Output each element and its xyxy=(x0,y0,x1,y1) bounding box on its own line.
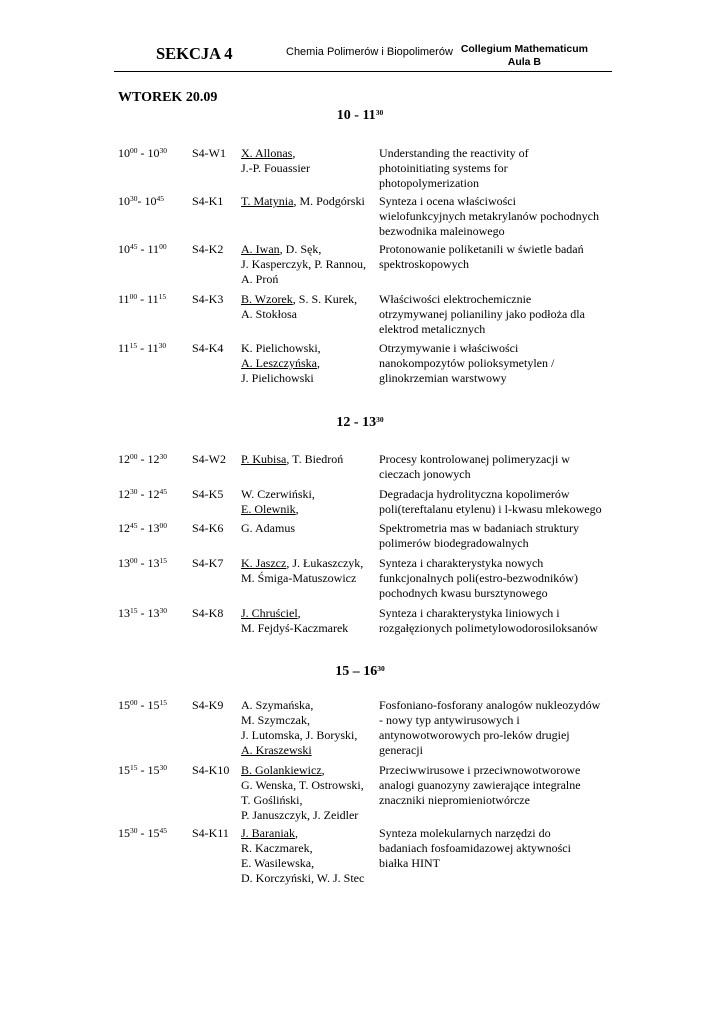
talk-title xyxy=(379,763,619,808)
title-line: Synteza i ocena właściwości xyxy=(379,194,516,208)
author-text: , D. Sęk, xyxy=(279,242,322,256)
author-line xyxy=(241,856,377,871)
author-line xyxy=(241,146,377,161)
section-topic: Chemia Polimerów i Biopolimerów xyxy=(286,46,453,58)
talk-time xyxy=(118,292,166,307)
time-separator: - xyxy=(137,292,148,306)
author-line xyxy=(241,556,377,571)
talk-title xyxy=(379,606,619,636)
author-text: G. Wenska, T. Ostrowski, xyxy=(241,778,364,792)
title-line: analogi guanozyny zawierające integralne xyxy=(379,778,581,792)
venue-building: Collegium Mathematicum xyxy=(460,43,588,55)
time-end-minutes: 30 xyxy=(159,606,167,615)
presenting-author: B. Golankiewicz xyxy=(241,763,322,777)
author-line xyxy=(241,194,377,209)
author-text: A. Szymańska, xyxy=(241,698,314,712)
title-line: polimerów biodegradowalnych xyxy=(379,536,529,550)
title-line: spektroskopowych xyxy=(379,257,469,271)
author-line xyxy=(241,728,377,743)
title-line: antynowotworowych pro-leków drugiej xyxy=(379,728,570,742)
talk-title xyxy=(379,194,619,239)
talk-title xyxy=(379,698,619,758)
author-line xyxy=(241,272,377,287)
presenting-author: J. Baraniak xyxy=(241,826,295,840)
author-text: , J. Łukaszczyk, xyxy=(286,556,364,570)
talk-time xyxy=(118,452,167,467)
time-end-minutes: 30 xyxy=(159,452,167,461)
talk-code: S4-K10 xyxy=(192,763,230,777)
talk-code: S4-K8 xyxy=(192,606,224,620)
author-line xyxy=(241,521,377,536)
talk-code: S4-K11 xyxy=(192,826,229,840)
time-end-hour: 13 xyxy=(147,556,160,570)
title-line: Synteza i charakterystyka liniowych i xyxy=(379,606,560,620)
talk-authors xyxy=(241,521,377,536)
time-end-minutes: 30 xyxy=(159,146,167,155)
time-start-minutes: 00 xyxy=(130,698,138,707)
author-text: M. Śmiga-Matuszowicz xyxy=(241,571,357,585)
talk-code: S4-K6 xyxy=(192,521,224,535)
talk-time xyxy=(118,487,167,502)
title-line: Fosfoniano-fosforany analogów nukleozydów xyxy=(379,698,601,712)
time-separator: - xyxy=(137,698,148,712)
time-start-hour: 11 xyxy=(118,341,130,355)
talk-authors xyxy=(241,194,377,209)
author-text: J.-P. Fouassier xyxy=(241,161,311,175)
title-line: generacji xyxy=(379,743,423,757)
time-start-minutes: 00 xyxy=(130,146,138,155)
time-separator: - xyxy=(137,763,148,777)
author-text: P. Januszczyk, J. Zeidler xyxy=(241,808,359,822)
author-line xyxy=(241,502,377,517)
time-end-hour: 15 xyxy=(147,763,160,777)
talk-time xyxy=(118,194,164,209)
author-line xyxy=(241,826,377,841)
block-heading-time: 15 – 16 xyxy=(335,664,378,679)
presenting-author: A. Kraszewski xyxy=(241,743,312,757)
title-line: photoinitiating systems for xyxy=(379,161,508,175)
talk-code: S4-K5 xyxy=(192,487,224,501)
presenting-author: K. Jaszcz xyxy=(241,556,287,570)
talk-code: S4-K3 xyxy=(192,292,224,306)
author-line xyxy=(241,698,377,713)
author-text: , S. S. Kurek, xyxy=(292,292,358,306)
time-start-hour: 12 xyxy=(118,521,130,535)
time-end-hour: 13 xyxy=(147,606,160,620)
time-separator: - xyxy=(137,242,148,256)
time-separator: - xyxy=(137,487,148,501)
time-end-hour: 11 xyxy=(147,292,159,306)
title-line: otrzymywanej polianiliny jako podłoża dla xyxy=(379,307,585,321)
talk-authors xyxy=(241,452,377,467)
author-line xyxy=(241,307,377,322)
time-start-minutes: 00 xyxy=(130,452,138,461)
presenting-author: B. Wzorek xyxy=(241,292,293,306)
venue-room: Aula B xyxy=(507,56,542,68)
time-start-minutes: 00 xyxy=(130,556,138,565)
talk-title xyxy=(379,487,619,517)
author-line xyxy=(241,356,377,371)
block-heading-minutes: 30 xyxy=(377,664,385,673)
title-line: badaniach fosfoamidazowej aktywności xyxy=(379,841,571,855)
time-start-hour: 11 xyxy=(118,292,130,306)
time-separator: - xyxy=(137,521,148,535)
time-start-hour: 12 xyxy=(118,487,130,501)
author-line xyxy=(241,571,377,586)
author-line xyxy=(241,487,377,502)
title-line: Synteza molekularnych narzędzi do xyxy=(379,826,551,840)
time-end-minutes: 45 xyxy=(159,487,167,496)
talk-authors xyxy=(241,341,377,386)
author-line xyxy=(241,606,377,621)
author-line xyxy=(241,341,377,356)
author-text: M. Szymczak, xyxy=(241,713,310,727)
time-start-minutes: 15 xyxy=(129,341,138,350)
title-line: cieczach jonowych xyxy=(379,467,471,481)
time-end-hour: 12 xyxy=(147,452,160,466)
talk-code: S4-W2 xyxy=(192,452,226,466)
talk-time xyxy=(118,341,166,356)
time-end-hour: 12 xyxy=(147,487,160,501)
talk-code: S4-K9 xyxy=(192,698,224,712)
page-header xyxy=(114,40,612,73)
title-line: Understanding the reactivity of xyxy=(379,146,529,160)
author-line xyxy=(241,161,377,176)
author-line xyxy=(241,793,377,808)
author-line xyxy=(241,371,377,386)
talk-code: S4-K1 xyxy=(192,194,224,208)
title-line: glinokrzemian warstwowy xyxy=(379,371,507,385)
talk-time xyxy=(118,242,167,257)
block-heading xyxy=(280,415,440,431)
block-heading-time: 10 - 11 xyxy=(336,108,376,123)
block-heading-minutes: 30 xyxy=(376,415,384,424)
time-start-minutes: 30 xyxy=(130,826,138,835)
time-start-minutes: 45 xyxy=(130,242,138,251)
talk-authors xyxy=(241,698,377,758)
talk-authors xyxy=(241,826,377,886)
talk-code: S4-K7 xyxy=(192,556,224,570)
talk-time xyxy=(118,763,167,778)
talk-time xyxy=(118,556,167,571)
author-line xyxy=(241,871,377,886)
time-end-minutes: 00 xyxy=(159,242,167,251)
presenting-author: X. Allonas xyxy=(241,146,293,160)
time-separator: - xyxy=(137,556,148,570)
author-text: E. Wasilewska, xyxy=(241,856,315,870)
title-line: poli(tereftalanu etylenu) i l-kwasu mlekowego xyxy=(379,502,602,516)
time-end-hour: 10 xyxy=(144,194,157,208)
talk-title xyxy=(379,292,619,337)
author-line xyxy=(241,257,377,272)
time-start-minutes: 30 xyxy=(130,487,138,496)
time-start-minutes: 45 xyxy=(130,521,138,530)
title-line: Spektrometria mas w badaniach struktury xyxy=(379,521,579,535)
time-end-minutes: 15 xyxy=(158,292,167,301)
talk-title xyxy=(379,146,619,191)
time-end-hour: 15 xyxy=(147,698,160,712)
time-separator: - xyxy=(137,452,148,466)
title-line: rozgałęzionych polimetylowodorosiloksanów xyxy=(379,621,598,635)
talk-authors xyxy=(241,606,377,636)
block-heading xyxy=(280,108,440,124)
title-line: Synteza i charakterystyka nowych xyxy=(379,556,544,570)
author-text: , xyxy=(321,763,325,777)
time-start-hour: 13 xyxy=(118,556,130,570)
talk-title xyxy=(379,556,619,601)
author-text: J. Pielichowski xyxy=(241,371,314,385)
author-line xyxy=(241,242,377,257)
author-text: , xyxy=(297,606,301,620)
talk-authors xyxy=(241,556,377,586)
title-line: znaczniki niepromieniotwórcze xyxy=(379,793,530,807)
title-line: białka HINT xyxy=(379,856,440,870)
author-text: G. Adamus xyxy=(241,521,295,535)
presenting-author: E. Olewnik xyxy=(241,502,296,516)
title-line: nanokompozytów polioksymetylen / xyxy=(379,356,555,370)
block-heading-time: 12 - 13 xyxy=(336,415,377,430)
title-line: - nowy typ antywirusowych i xyxy=(379,713,520,727)
author-text: , M. Podgórski xyxy=(293,194,365,208)
talk-authors xyxy=(241,146,377,176)
presenting-author: A. Leszczyńska xyxy=(241,356,317,370)
title-line: photopolymerization xyxy=(379,176,479,190)
time-start-hour: 15 xyxy=(118,698,130,712)
time-start-hour: 12 xyxy=(118,452,130,466)
time-end-minutes: 00 xyxy=(159,521,167,530)
author-text: A. Stokłosa xyxy=(241,307,298,321)
time-separator: - xyxy=(137,146,148,160)
author-text: , xyxy=(294,826,298,840)
time-end-minutes: 30 xyxy=(159,763,167,772)
author-text: K. Pielichowski, xyxy=(241,341,321,355)
time-separator: - xyxy=(137,606,148,620)
presenting-author: T. Matynia xyxy=(241,194,294,208)
time-start-hour: 13 xyxy=(118,606,130,620)
author-text: , xyxy=(295,502,299,516)
title-line: Właściwości elektrochemicznie xyxy=(379,292,532,306)
title-line: Procesy kontrolowanej polimeryzacji w xyxy=(379,452,570,466)
time-end-hour: 10 xyxy=(147,146,160,160)
section-title: SEKCJA 4 xyxy=(156,44,233,63)
title-line: Degradacja hydrolityczna kopolimerów xyxy=(379,487,570,501)
time-end-minutes: 15 xyxy=(159,556,167,565)
author-line xyxy=(241,743,377,758)
author-text: J. Kasperczyk, P. Rannou, xyxy=(241,257,366,271)
time-start-hour: 10 xyxy=(118,146,130,160)
talk-authors xyxy=(241,242,377,287)
author-text: M. Fejdyś-Kaczmarek xyxy=(241,621,349,635)
author-text: J. Lutomska, J. Boryski, xyxy=(241,728,358,742)
talk-time xyxy=(118,146,167,161)
talk-code: S4-K4 xyxy=(192,341,224,355)
talk-code: S4-K2 xyxy=(192,242,224,256)
time-start-hour: 15 xyxy=(118,763,130,777)
time-end-minutes: 45 xyxy=(159,826,167,835)
presenting-author: A. Iwan xyxy=(241,242,280,256)
presenting-author: P. Kubisa xyxy=(241,452,287,466)
author-text: T. Gośliński, xyxy=(241,793,303,807)
time-end-hour: 11 xyxy=(147,341,159,355)
author-text: A. Proń xyxy=(241,272,279,286)
talk-time xyxy=(118,826,167,841)
talk-time xyxy=(118,606,167,621)
author-line xyxy=(241,841,377,856)
time-end-minutes: 30 xyxy=(158,341,167,350)
talk-title xyxy=(379,452,619,482)
talk-authors xyxy=(241,487,377,517)
time-start-hour: 10 xyxy=(118,194,130,208)
title-line: bezwodnika maleinowego xyxy=(379,224,505,238)
time-end-minutes: 15 xyxy=(159,698,167,707)
author-text: , xyxy=(292,146,296,160)
talk-authors xyxy=(241,292,377,322)
author-line xyxy=(241,452,377,467)
time-start-hour: 10 xyxy=(118,242,130,256)
time-separator: - xyxy=(137,341,148,355)
talk-time xyxy=(118,521,167,536)
time-start-minutes: 00 xyxy=(129,292,138,301)
author-line xyxy=(241,763,377,778)
author-text: , xyxy=(316,356,320,370)
author-text: D. Korczyński, W. J. Stec xyxy=(241,871,365,885)
block-heading-minutes: 30 xyxy=(375,108,384,117)
author-line xyxy=(241,621,377,636)
time-separator: - xyxy=(137,826,148,840)
time-end-hour: 11 xyxy=(147,242,160,256)
time-end-minutes: 45 xyxy=(156,194,164,203)
author-text: W. Czerwiński, xyxy=(241,487,315,501)
author-line xyxy=(241,292,377,307)
talk-title xyxy=(379,242,619,272)
time-end-hour: 13 xyxy=(147,521,160,535)
title-line: elektrod metalicznych xyxy=(379,322,486,336)
title-line: pochodnych kwasu bursztynowego xyxy=(379,586,548,600)
time-separator: - xyxy=(137,194,145,208)
talk-title xyxy=(379,341,619,386)
block-heading xyxy=(280,664,440,680)
title-line: wielofunkcyjnych metakrylanów pochodnych xyxy=(379,209,599,223)
time-start-minutes: 15 xyxy=(130,763,138,772)
talk-title xyxy=(379,826,619,871)
time-start-hour: 15 xyxy=(118,826,130,840)
title-line: Przeciwwirusowe i przeciwnowotworowe xyxy=(379,763,581,777)
title-line: funkcjonalnych poli(estro-bezwodników) xyxy=(379,571,578,585)
talk-authors xyxy=(241,763,377,823)
time-start-minutes: 15 xyxy=(130,606,138,615)
talk-code: S4-W1 xyxy=(192,146,226,160)
title-line: Protonowanie poliketanili w świetle badań xyxy=(379,242,584,256)
venue xyxy=(461,43,588,69)
author-line xyxy=(241,808,377,823)
time-end-hour: 15 xyxy=(147,826,160,840)
talk-time xyxy=(118,698,167,713)
header-divider xyxy=(114,71,612,72)
title-line: Otrzymywanie i właściwości xyxy=(379,341,519,355)
author-line xyxy=(241,713,377,728)
time-start-minutes: 30 xyxy=(130,194,138,203)
presenting-author: J. Chruściel xyxy=(241,606,298,620)
author-text: R. Kaczmarek, xyxy=(241,841,313,855)
author-line xyxy=(241,778,377,793)
day-heading: WTOREK 20.09 xyxy=(118,90,218,105)
author-text: , T. Biedroń xyxy=(286,452,344,466)
talk-title xyxy=(379,521,619,551)
